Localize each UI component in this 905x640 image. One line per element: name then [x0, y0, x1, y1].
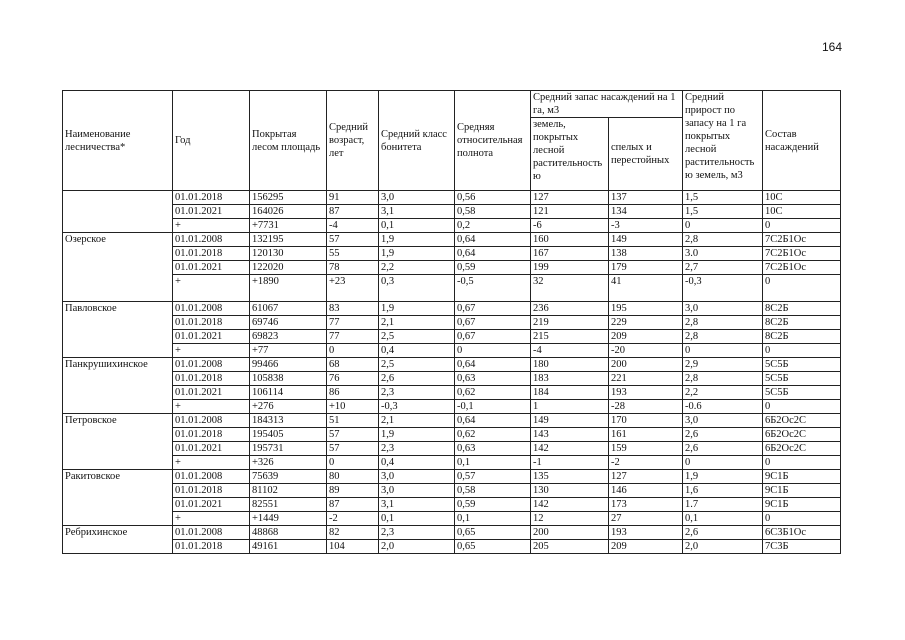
- composition-cell: 7С2Б1Ос: [763, 233, 841, 247]
- bonitet-cell: 0,4: [379, 344, 455, 358]
- increment-cell: 2,8: [683, 233, 763, 247]
- density-cell: 0,67: [455, 302, 531, 316]
- composition-cell: 6С3Б1Ос: [763, 526, 841, 540]
- increment-cell: -0.6: [683, 400, 763, 414]
- stock-covered-cell: 121: [531, 205, 609, 219]
- forestry-name-cell: Панкрушихинское: [63, 358, 173, 414]
- covered-area-cell: 75639: [250, 470, 327, 484]
- increment-cell: 3.0: [683, 247, 763, 261]
- age-cell: 77: [327, 316, 379, 330]
- stock-covered-cell: 143: [531, 428, 609, 442]
- table-row: [63, 414, 841, 428]
- composition-cell: 6Б2Ос2С: [763, 442, 841, 456]
- table-row: [63, 470, 841, 484]
- stock-ripe-cell: 146: [609, 484, 683, 498]
- composition-cell: 7С2Б1Ос: [763, 261, 841, 275]
- increment-cell: 1,9: [683, 470, 763, 484]
- composition-cell: 6Б2Ос2С: [763, 414, 841, 428]
- increment-cell: 2,7: [683, 261, 763, 275]
- header-year: Год: [173, 91, 250, 191]
- bonitet-cell: 2,5: [379, 358, 455, 372]
- year-cell: 01.01.2021: [173, 498, 250, 512]
- year-cell: +: [173, 344, 250, 358]
- year-cell: +: [173, 275, 250, 302]
- age-cell: 57: [327, 442, 379, 456]
- stock-ripe-cell: 134: [609, 205, 683, 219]
- year-cell: 01.01.2018: [173, 372, 250, 386]
- year-cell: 01.01.2018: [173, 247, 250, 261]
- year-cell: 01.01.2021: [173, 386, 250, 400]
- composition-cell: 5С5Б: [763, 386, 841, 400]
- bonitet-cell: 2,0: [379, 540, 455, 554]
- stock-ripe-cell: 161: [609, 428, 683, 442]
- table-header: [63, 91, 841, 191]
- forestry-name-cell: Ребрихинское: [63, 526, 173, 554]
- density-cell: 0,57: [455, 470, 531, 484]
- header-stock-covered: земель, покрытых лесной растительность ю: [531, 118, 609, 191]
- forestry-name-cell: Павловское: [63, 302, 173, 358]
- increment-cell: 0: [683, 456, 763, 470]
- age-cell: 57: [327, 428, 379, 442]
- stock-ripe-cell: 127: [609, 470, 683, 484]
- table-row: [63, 442, 841, 456]
- bonitet-cell: 3,0: [379, 484, 455, 498]
- covered-area-cell: +1449: [250, 512, 327, 526]
- stock-covered-cell: 149: [531, 414, 609, 428]
- composition-cell: 0: [763, 219, 841, 233]
- bonitet-cell: 3,1: [379, 498, 455, 512]
- header-density: Средняя относительная полнота: [455, 91, 531, 191]
- density-cell: 0,64: [455, 247, 531, 261]
- age-cell: -4: [327, 219, 379, 233]
- covered-area-cell: 48868: [250, 526, 327, 540]
- bonitet-cell: 2,1: [379, 414, 455, 428]
- bonitet-cell: 2,3: [379, 386, 455, 400]
- bonitet-cell: 0,4: [379, 456, 455, 470]
- increment-cell: 2,2: [683, 386, 763, 400]
- bonitet-cell: 1,9: [379, 247, 455, 261]
- age-cell: 0: [327, 344, 379, 358]
- covered-area-cell: 69823: [250, 330, 327, 344]
- table-row: [63, 316, 841, 330]
- table-row: [63, 191, 841, 205]
- covered-area-cell: +77: [250, 344, 327, 358]
- table-body: [63, 191, 841, 554]
- composition-cell: 0: [763, 512, 841, 526]
- table-row: [63, 386, 841, 400]
- composition-cell: 9С1Б: [763, 484, 841, 498]
- stock-covered-cell: 180: [531, 358, 609, 372]
- table-row: [63, 219, 841, 233]
- stock-covered-cell: 142: [531, 442, 609, 456]
- increment-cell: 1,5: [683, 205, 763, 219]
- density-cell: 0,62: [455, 386, 531, 400]
- covered-area-cell: +326: [250, 456, 327, 470]
- density-cell: 0,59: [455, 261, 531, 275]
- stock-ripe-cell: 229: [609, 316, 683, 330]
- stock-ripe-cell: 41: [609, 275, 683, 302]
- increment-cell: 2,0: [683, 540, 763, 554]
- bonitet-cell: 1,9: [379, 302, 455, 316]
- year-cell: 01.01.2021: [173, 330, 250, 344]
- density-cell: 0,56: [455, 191, 531, 205]
- table-row: [63, 247, 841, 261]
- table-row: [63, 372, 841, 386]
- age-cell: -2: [327, 512, 379, 526]
- stock-ripe-cell: 200: [609, 358, 683, 372]
- density-cell: 0,67: [455, 316, 531, 330]
- stock-ripe-cell: 209: [609, 540, 683, 554]
- density-cell: 0,63: [455, 442, 531, 456]
- covered-area-cell: 61067: [250, 302, 327, 316]
- bonitet-cell: 3,0: [379, 470, 455, 484]
- composition-cell: 7С2Б1Ос: [763, 247, 841, 261]
- stock-ripe-cell: 195: [609, 302, 683, 316]
- age-cell: 83: [327, 302, 379, 316]
- bonitet-cell: 0,3: [379, 275, 455, 302]
- composition-cell: 10С: [763, 191, 841, 205]
- increment-cell: 0,1: [683, 512, 763, 526]
- stock-ripe-cell: 193: [609, 386, 683, 400]
- bonitet-cell: 2,3: [379, 526, 455, 540]
- density-cell: 0,59: [455, 498, 531, 512]
- table-row: [63, 261, 841, 275]
- stock-covered-cell: 236: [531, 302, 609, 316]
- stock-covered-cell: 215: [531, 330, 609, 344]
- stock-ripe-cell: 209: [609, 330, 683, 344]
- density-cell: 0,58: [455, 484, 531, 498]
- covered-area-cell: 132195: [250, 233, 327, 247]
- stock-ripe-cell: 159: [609, 442, 683, 456]
- table-row: [63, 400, 841, 414]
- age-cell: 86: [327, 386, 379, 400]
- increment-cell: 2,6: [683, 442, 763, 456]
- year-cell: 01.01.2018: [173, 191, 250, 205]
- composition-cell: 0: [763, 344, 841, 358]
- covered-area-cell: 105838: [250, 372, 327, 386]
- header-increment: Средний прирост по запасу на 1 га покрытых лесной растительность ю земель, м3: [683, 91, 763, 191]
- covered-area-cell: 156295: [250, 191, 327, 205]
- covered-area-cell: 49161: [250, 540, 327, 554]
- covered-area-cell: +276: [250, 400, 327, 414]
- year-cell: 01.01.2008: [173, 358, 250, 372]
- stock-covered-cell: 1: [531, 400, 609, 414]
- year-cell: 01.01.2008: [173, 302, 250, 316]
- density-cell: 0,67: [455, 330, 531, 344]
- density-cell: 0,2: [455, 219, 531, 233]
- table-row: [63, 428, 841, 442]
- density-cell: -0,1: [455, 400, 531, 414]
- increment-cell: 1,5: [683, 191, 763, 205]
- stock-ripe-cell: 149: [609, 233, 683, 247]
- increment-cell: 2,6: [683, 428, 763, 442]
- year-cell: +: [173, 512, 250, 526]
- header-stock-ripe: спелых и перестойных: [609, 118, 683, 191]
- table-row: [63, 358, 841, 372]
- density-cell: 0,62: [455, 428, 531, 442]
- table-row: [63, 330, 841, 344]
- stock-ripe-cell: -2: [609, 456, 683, 470]
- table-row: [63, 233, 841, 247]
- forestry-table: [62, 90, 841, 554]
- age-cell: 68: [327, 358, 379, 372]
- age-cell: 78: [327, 261, 379, 275]
- year-cell: 01.01.2018: [173, 540, 250, 554]
- stock-covered-cell: -1: [531, 456, 609, 470]
- bonitet-cell: 2,5: [379, 330, 455, 344]
- age-cell: +23: [327, 275, 379, 302]
- stock-covered-cell: 32: [531, 275, 609, 302]
- bonitet-cell: 3,1: [379, 205, 455, 219]
- age-cell: 82: [327, 526, 379, 540]
- year-cell: 01.01.2008: [173, 526, 250, 540]
- age-cell: +10: [327, 400, 379, 414]
- stock-ripe-cell: -20: [609, 344, 683, 358]
- table-row: [63, 275, 841, 302]
- stock-covered-cell: 183: [531, 372, 609, 386]
- increment-cell: 1,6: [683, 484, 763, 498]
- stock-covered-cell: 184: [531, 386, 609, 400]
- age-cell: 51: [327, 414, 379, 428]
- table-row: [63, 540, 841, 554]
- age-cell: 77: [327, 330, 379, 344]
- table-row: [63, 205, 841, 219]
- header-age: Средний возраст, лет: [327, 91, 379, 191]
- covered-area-cell: 69746: [250, 316, 327, 330]
- year-cell: 01.01.2021: [173, 261, 250, 275]
- table-row: [63, 484, 841, 498]
- increment-cell: 0: [683, 344, 763, 358]
- year-cell: +: [173, 456, 250, 470]
- bonitet-cell: 2,2: [379, 261, 455, 275]
- bonitet-cell: 3,0: [379, 191, 455, 205]
- stock-covered-cell: 127: [531, 191, 609, 205]
- age-cell: 87: [327, 205, 379, 219]
- year-cell: 01.01.2018: [173, 428, 250, 442]
- increment-cell: 1.7: [683, 498, 763, 512]
- density-cell: -0,5: [455, 275, 531, 302]
- age-cell: 55: [327, 247, 379, 261]
- composition-cell: 10С: [763, 205, 841, 219]
- density-cell: 0: [455, 344, 531, 358]
- stock-ripe-cell: 138: [609, 247, 683, 261]
- density-cell: 0,65: [455, 540, 531, 554]
- stock-ripe-cell: -28: [609, 400, 683, 414]
- stock-ripe-cell: 173: [609, 498, 683, 512]
- table-row: [63, 512, 841, 526]
- covered-area-cell: 164026: [250, 205, 327, 219]
- age-cell: 0: [327, 456, 379, 470]
- increment-cell: 2,8: [683, 330, 763, 344]
- header-bonitet: Средний класс бонитета: [379, 91, 455, 191]
- composition-cell: 5С5Б: [763, 372, 841, 386]
- stock-ripe-cell: 170: [609, 414, 683, 428]
- bonitet-cell: 1,9: [379, 233, 455, 247]
- increment-cell: 2,9: [683, 358, 763, 372]
- increment-cell: 3,0: [683, 414, 763, 428]
- stock-ripe-cell: 193: [609, 526, 683, 540]
- table-row: [63, 526, 841, 540]
- year-cell: 01.01.2008: [173, 414, 250, 428]
- table-row: [63, 344, 841, 358]
- stock-covered-cell: -4: [531, 344, 609, 358]
- covered-area-cell: +1890: [250, 275, 327, 302]
- year-cell: +: [173, 400, 250, 414]
- bonitet-cell: 2,6: [379, 372, 455, 386]
- composition-cell: 9С1Б: [763, 470, 841, 484]
- stock-covered-cell: 142: [531, 498, 609, 512]
- density-cell: 0,58: [455, 205, 531, 219]
- table-row: [63, 456, 841, 470]
- covered-area-cell: 195731: [250, 442, 327, 456]
- density-cell: 0,64: [455, 233, 531, 247]
- forestry-name-cell: [63, 191, 173, 233]
- increment-cell: 2,8: [683, 316, 763, 330]
- header-stock-group: Средний запас насаждений на 1 га, м3: [531, 91, 683, 118]
- covered-area-cell: 106114: [250, 386, 327, 400]
- stock-ripe-cell: 179: [609, 261, 683, 275]
- composition-cell: 8С2Б: [763, 302, 841, 316]
- year-cell: 01.01.2021: [173, 205, 250, 219]
- table-row: [63, 302, 841, 316]
- stock-covered-cell: 219: [531, 316, 609, 330]
- composition-cell: 7С3Б: [763, 540, 841, 554]
- header-covered: Покрытая лесом площадь: [250, 91, 327, 191]
- stock-covered-cell: 167: [531, 247, 609, 261]
- bonitet-cell: 0,1: [379, 219, 455, 233]
- increment-cell: -0,3: [683, 275, 763, 302]
- forestry-name-cell: Ракитовское: [63, 470, 173, 526]
- increment-cell: 2,6: [683, 526, 763, 540]
- covered-area-cell: 184313: [250, 414, 327, 428]
- density-cell: 0,1: [455, 512, 531, 526]
- age-cell: 76: [327, 372, 379, 386]
- stock-covered-cell: 135: [531, 470, 609, 484]
- density-cell: 0,1: [455, 456, 531, 470]
- composition-cell: 8С2Б: [763, 316, 841, 330]
- forestry-name-cell: Петровское: [63, 414, 173, 470]
- age-cell: 104: [327, 540, 379, 554]
- stock-covered-cell: 200: [531, 526, 609, 540]
- stock-covered-cell: -6: [531, 219, 609, 233]
- covered-area-cell: 99466: [250, 358, 327, 372]
- year-cell: 01.01.2018: [173, 484, 250, 498]
- header-composition: Состав насаждений: [763, 91, 841, 191]
- stock-ripe-cell: -3: [609, 219, 683, 233]
- bonitet-cell: 2,3: [379, 442, 455, 456]
- composition-cell: 6Б2Ос2С: [763, 428, 841, 442]
- stock-covered-cell: 12: [531, 512, 609, 526]
- increment-cell: 3,0: [683, 302, 763, 316]
- year-cell: 01.01.2018: [173, 316, 250, 330]
- stock-ripe-cell: 137: [609, 191, 683, 205]
- year-cell: +: [173, 219, 250, 233]
- bonitet-cell: 0,1: [379, 512, 455, 526]
- density-cell: 0,64: [455, 414, 531, 428]
- composition-cell: 0: [763, 275, 841, 302]
- stock-ripe-cell: 27: [609, 512, 683, 526]
- age-cell: 89: [327, 484, 379, 498]
- stock-covered-cell: 199: [531, 261, 609, 275]
- age-cell: 80: [327, 470, 379, 484]
- covered-area-cell: 120130: [250, 247, 327, 261]
- density-cell: 0,65: [455, 526, 531, 540]
- bonitet-cell: 2,1: [379, 316, 455, 330]
- composition-cell: 0: [763, 456, 841, 470]
- composition-cell: 8С2Б: [763, 330, 841, 344]
- stock-covered-cell: 130: [531, 484, 609, 498]
- covered-area-cell: 81102: [250, 484, 327, 498]
- year-cell: 01.01.2008: [173, 233, 250, 247]
- increment-cell: 2,8: [683, 372, 763, 386]
- increment-cell: 0: [683, 219, 763, 233]
- page-number: 164: [821, 40, 842, 54]
- density-cell: 0,63: [455, 372, 531, 386]
- covered-area-cell: +7731: [250, 219, 327, 233]
- composition-cell: 0: [763, 400, 841, 414]
- composition-cell: 9С1Б: [763, 498, 841, 512]
- year-cell: 01.01.2021: [173, 442, 250, 456]
- covered-area-cell: 82551: [250, 498, 327, 512]
- age-cell: 57: [327, 233, 379, 247]
- stock-covered-cell: 160: [531, 233, 609, 247]
- age-cell: 91: [327, 191, 379, 205]
- stock-covered-cell: 205: [531, 540, 609, 554]
- composition-cell: 5С5Б: [763, 358, 841, 372]
- year-cell: 01.01.2008: [173, 470, 250, 484]
- bonitet-cell: -0,3: [379, 400, 455, 414]
- forestry-name-cell: Озерское: [63, 233, 173, 302]
- age-cell: 87: [327, 498, 379, 512]
- covered-area-cell: 195405: [250, 428, 327, 442]
- table-row: [63, 498, 841, 512]
- covered-area-cell: 122020: [250, 261, 327, 275]
- header-name: Наименование лесничества*: [63, 91, 173, 191]
- density-cell: 0,64: [455, 358, 531, 372]
- stock-ripe-cell: 221: [609, 372, 683, 386]
- bonitet-cell: 1,9: [379, 428, 455, 442]
